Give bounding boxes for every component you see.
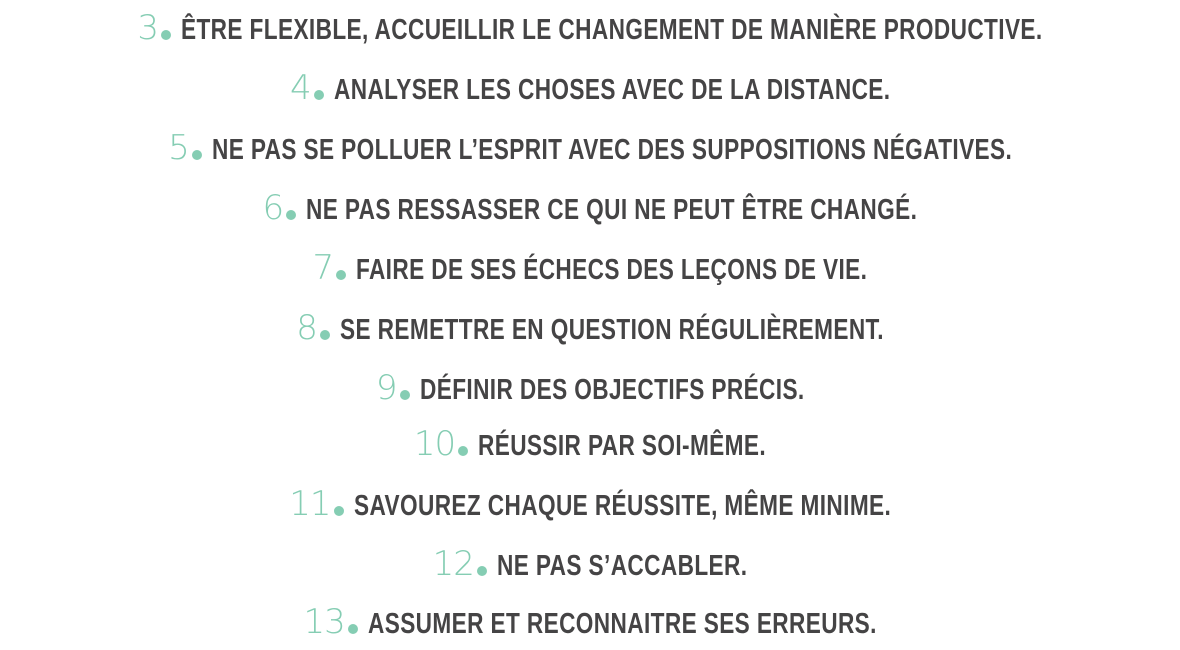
item-text: ASSUMER ET RECONNAITRE SES ERREURS. [367, 608, 877, 640]
list-item [0, 478, 1180, 530]
list-item [0, 596, 1180, 648]
list-item [0, 242, 1180, 294]
number-dot-icon [477, 566, 487, 576]
item-number: 13 [303, 602, 357, 642]
item-text: NE PAS RESSASSER CE QUI NE PEUT ÊTRE CHANGÉ. [306, 194, 918, 226]
number-dot-icon [314, 90, 324, 100]
number-dot-icon [348, 624, 358, 634]
number-dot-icon [320, 330, 330, 340]
item-text: NE PAS S’ACCABLER. [496, 550, 748, 582]
list-item [0, 302, 1180, 354]
item-text: RÉUSSIR PAR SOI-MÊME. [478, 430, 767, 462]
item-number: 3 [137, 8, 171, 48]
number-dot-icon [400, 390, 410, 400]
item-text: NE PAS SE POLLUER L’ESPRIT AVEC DES SUPPOSITIONS NÉGATIVES. [211, 134, 1012, 166]
number-dot-icon [336, 270, 346, 280]
number-dot-icon [458, 446, 468, 456]
list-item [0, 62, 1180, 114]
item-number: 9 [376, 368, 410, 408]
list-item [0, 538, 1180, 590]
item-number: 8 [296, 308, 330, 348]
item-number: 6 [263, 188, 297, 228]
number-dot-icon [334, 506, 344, 516]
item-text: SAVOUREZ CHAQUE RÉUSSITE, MÊME MINIME. [353, 490, 891, 522]
item-number: 4 [290, 68, 324, 108]
list-item [0, 362, 1180, 414]
item-number: 12 [433, 544, 487, 584]
item-text: ÊTRE FLEXIBLE, ACCUEILLIR LE CHANGEMENT DE MANIÈRE PRODUCTIVE. [181, 14, 1043, 46]
item-number: 7 [313, 248, 347, 288]
item-number: 11 [289, 484, 343, 524]
list-item [0, 2, 1180, 54]
item-text: DÉFINIR DES OBJECTIFS PRÉCIS. [419, 374, 805, 406]
number-dot-icon [286, 210, 296, 220]
item-number: 5 [168, 128, 202, 168]
number-dot-icon [192, 150, 202, 160]
list-item [0, 418, 1180, 470]
item-text: FAIRE DE SES ÉCHECS DES LEÇONS DE VIE. [356, 254, 868, 286]
list-item [0, 122, 1180, 174]
item-number: 10 [414, 424, 468, 464]
number-dot-icon [161, 30, 171, 40]
item-text: ANALYSER LES CHOSES AVEC DE LA DISTANCE. [333, 74, 891, 106]
list-item [0, 182, 1180, 234]
item-text: SE REMETTRE EN QUESTION RÉGULIÈREMENT. [339, 314, 884, 346]
